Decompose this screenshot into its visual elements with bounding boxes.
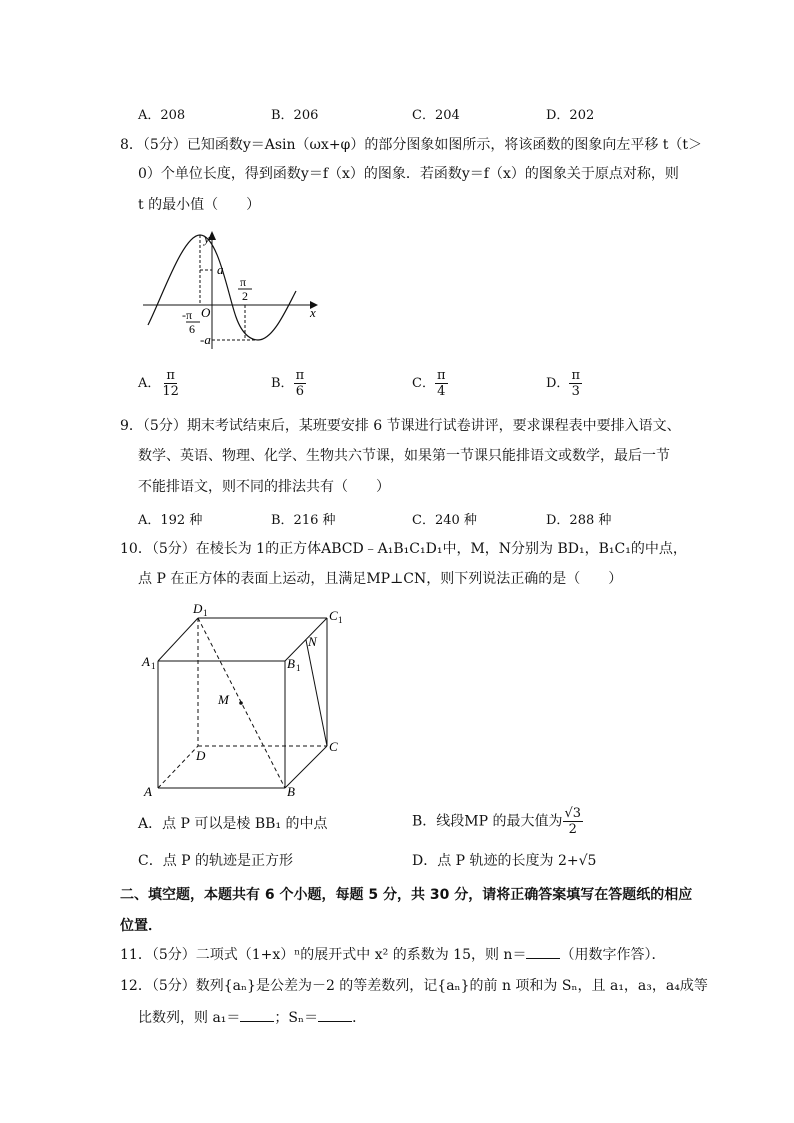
q9-stem-line2: 数学、英语、物理、化学、生物共六节课，如果第一节课只能排语文或数学，最后一节 xyxy=(138,448,670,464)
q8-sine-graph xyxy=(138,225,338,355)
q8-option-b: B． $\frac{\pi}{6}$ xyxy=(271,368,305,399)
cube-label-m: M xyxy=(218,692,229,707)
q8-option-a: A． $\frac{\pi}{12}$ xyxy=(138,368,179,399)
q7-option-c: C．204 xyxy=(412,108,460,123)
q8-option-c-fraction: $\frac{\pi}{4}$ xyxy=(436,368,446,399)
q9-option-c: C．240 种 xyxy=(412,513,477,528)
q10-cube-diagram xyxy=(140,598,360,803)
q9-option-b: B．216 种 xyxy=(271,513,336,528)
q10-stem-line2: 点 P 在正方体的表面上运动，且满足MP⊥CN，则下列说法正确的是（ ） xyxy=(138,571,623,587)
graph-label-neg-pi-sixth-den: 6 xyxy=(189,322,195,336)
q7-option-a: A．208 xyxy=(138,108,186,123)
q12-a1-answer-blank xyxy=(240,1009,274,1022)
q7-option-d: D．202 xyxy=(546,108,595,123)
q10-option-b-fraction: $\frac{√3}{2}$ xyxy=(564,806,582,837)
q8-option-c: C． $\frac{\pi}{4}$ xyxy=(412,368,446,399)
graph-label-neg-pi-sixth-num: -π xyxy=(182,308,193,322)
graph-label-o: O xyxy=(201,305,211,320)
q12-stem-line1: 12．（5分）数列{aₙ}是公差为－2 的等差数列，记{aₙ}的前 n 项和为 Sₙ，且 a₁，a₃，a₄成等 xyxy=(120,978,708,994)
cube-label-d1: D xyxy=(193,601,203,616)
q10-option-d: D．点 P 轨迹的长度为 2+√5 xyxy=(412,853,597,869)
cube-label-d: D xyxy=(196,748,206,763)
q9-stem-line1: 9．（5分）期末考试结束后，某班要安排 6 节课进行试卷讲评，要求课程表中要排入语文、 xyxy=(120,418,681,434)
svg-text:1: 1 xyxy=(338,615,343,625)
cube-label-c: C xyxy=(329,739,338,754)
cube-label-a: A xyxy=(144,784,152,799)
q10-stem-line1: 10．（5分）在棱长为 1的正方体ABCD﹣A₁B₁C₁D₁中，M，N分别为 BD₁，B₁C₁的中点， xyxy=(120,541,687,557)
graph-label-a: a xyxy=(217,262,224,277)
cube-label-b: B xyxy=(287,784,295,799)
q8-option-b-fraction: $\frac{\pi}{6}$ xyxy=(295,368,305,399)
q12-stem-line2: 比数列，则 a₁＝ ；Sₙ＝ ． xyxy=(138,1010,367,1026)
q11-answer-blank xyxy=(526,946,560,959)
q8-option-d-fraction: $\frac{\pi}{3}$ xyxy=(571,368,580,399)
q9-option-d: D．288 种 xyxy=(546,513,612,528)
q10-option-b: B．线段MP 的最大值为 $\frac{√3}{2}$ xyxy=(412,806,582,837)
section2-heading-line2: 位置． xyxy=(120,918,162,934)
q12-sn-answer-blank xyxy=(318,1009,352,1022)
svg-text:1: 1 xyxy=(151,661,156,671)
q8-option-d: D． $\frac{\pi}{3}$ xyxy=(546,368,580,399)
q11-stem: 11．（5分）二项式（1+x）ⁿ的展开式中 x² 的系数为 15，则 n＝ （用数字作答）． xyxy=(120,947,666,963)
q10-option-c: C．点 P 的轨迹是正方形 xyxy=(138,853,294,869)
q8-option-a-fraction: $\frac{\pi}{12}$ xyxy=(162,368,179,399)
graph-label-y: y xyxy=(204,231,210,246)
graph-label-pi-half-num: π xyxy=(240,275,247,289)
q9-stem-line3: 不能排语文，则不同的排法共有（ ） xyxy=(138,479,390,495)
q10-option-a: A．点 P 可以是棱 BB₁ 的中点 xyxy=(138,816,328,832)
sine-curve xyxy=(148,235,296,340)
graph-label-pi-half-den: 2 xyxy=(242,289,248,303)
svg-text:1: 1 xyxy=(296,663,301,673)
graph-label-neg-a: -a xyxy=(200,332,211,347)
cube-label-b1: B xyxy=(287,656,295,671)
q8-stem-line2: 0）个单位长度，得到函数y＝f（x）的图象．若函数y＝f（x）的图象关于原点对称，则 xyxy=(138,166,679,182)
cube-label-a1: A xyxy=(142,654,150,669)
q7-option-b: B．206 xyxy=(271,108,319,123)
cube-label-c1: C xyxy=(329,608,338,623)
graph-label-x: x xyxy=(310,305,316,320)
q9-option-a: A．192 种 xyxy=(138,513,203,528)
svg-text:1: 1 xyxy=(203,608,208,618)
section2-heading-line1: 二、填空题，本题共有 6 个小题，每题 5 分，共 30 分，请将正确答案填写在答题纸的相应 xyxy=(120,887,693,903)
q8-stem-line3: t 的最小值（ ） xyxy=(138,197,261,213)
cube-label-n: N xyxy=(308,634,317,649)
q8-stem-line1: 8．（5分）已知函数y＝Asin（ωx+φ）的部分图象如图所示，将该函数的图象向左平移 t（t＞ xyxy=(120,137,703,153)
